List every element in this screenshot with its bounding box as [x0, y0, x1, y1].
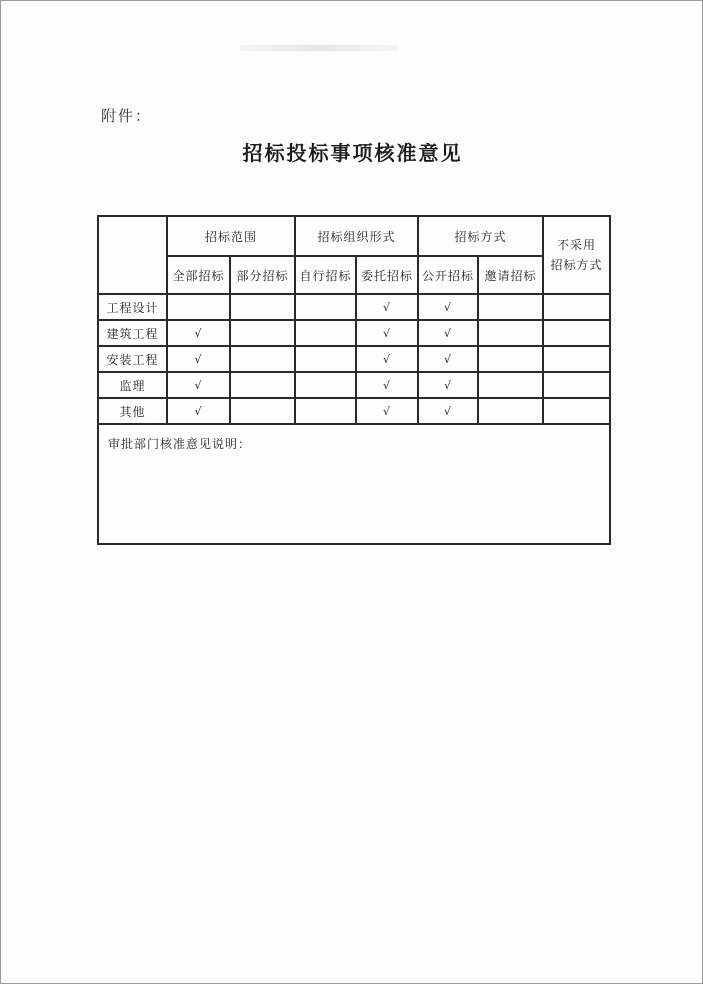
table-cell — [478, 372, 543, 398]
row-label: 建筑工程 — [98, 320, 167, 346]
table-cell: √ — [356, 372, 418, 398]
approval-table — [97, 215, 611, 545]
table-cell — [295, 372, 356, 398]
table-row — [98, 398, 610, 424]
table-cell — [230, 372, 295, 398]
table-cell — [295, 398, 356, 424]
table-cell — [230, 320, 295, 346]
header-row-2 — [98, 256, 610, 294]
table-cell — [230, 398, 295, 424]
corner-cell — [98, 216, 167, 294]
table-cell: √ — [356, 294, 418, 320]
header-organization: 招标组织形式 — [295, 216, 418, 256]
table-cell: √ — [167, 372, 230, 398]
header-method: 招标方式 — [418, 216, 543, 256]
table-cell — [295, 294, 356, 320]
table-cell — [230, 294, 295, 320]
subheader-partial-tender: 部分招标 — [230, 256, 295, 294]
table-cell — [295, 320, 356, 346]
header-not-adopted-line2: 招标方式 — [550, 258, 603, 272]
remark-label: 审批部门核准意见说明： — [98, 424, 610, 544]
subheader-entrusted: 委托招标 — [356, 256, 418, 294]
table-cell — [543, 372, 610, 398]
table-cell: √ — [356, 398, 418, 424]
table-cell — [167, 294, 230, 320]
table-cell: √ — [418, 294, 478, 320]
attachment-label: 附件： — [101, 107, 153, 125]
table-cell — [543, 320, 610, 346]
table-cell: √ — [418, 346, 478, 372]
table-cell — [230, 346, 295, 372]
remark-row — [98, 424, 610, 544]
table-cell: √ — [167, 320, 230, 346]
table-cell — [478, 294, 543, 320]
table-cell — [543, 398, 610, 424]
header-not-adopted — [543, 216, 610, 294]
subheader-self-organized: 自行招标 — [295, 256, 356, 294]
row-label: 工程设计 — [98, 294, 167, 320]
table-cell: √ — [418, 398, 478, 424]
row-label: 安装工程 — [98, 346, 167, 372]
table-cell: √ — [418, 320, 478, 346]
table-cell: √ — [167, 346, 230, 372]
table-row — [98, 346, 610, 372]
document-title: 招标投标事项核准意见 — [242, 141, 463, 165]
subheader-invited-tender: 邀请招标 — [478, 256, 543, 294]
scan-artifact — [239, 45, 399, 51]
table-cell — [543, 294, 610, 320]
table-row — [98, 294, 610, 320]
table-cell: √ — [356, 346, 418, 372]
table-cell — [543, 346, 610, 372]
table-cell — [295, 346, 356, 372]
table-row — [98, 320, 610, 346]
row-label: 其他 — [98, 398, 167, 424]
table-cell: √ — [356, 320, 418, 346]
subheader-open-tender: 公开招标 — [418, 256, 478, 294]
header-not-adopted-line1: 不采用 — [557, 238, 597, 252]
row-label: 监理 — [98, 372, 167, 398]
table-cell: √ — [418, 372, 478, 398]
subheader-full-tender: 全部招标 — [167, 256, 230, 294]
table-cell — [478, 398, 543, 424]
header-scope: 招标范围 — [167, 216, 295, 256]
header-row-1 — [98, 216, 610, 256]
table-cell — [478, 320, 543, 346]
table-cell: √ — [167, 398, 230, 424]
table-row — [98, 372, 610, 398]
table-cell — [478, 346, 543, 372]
